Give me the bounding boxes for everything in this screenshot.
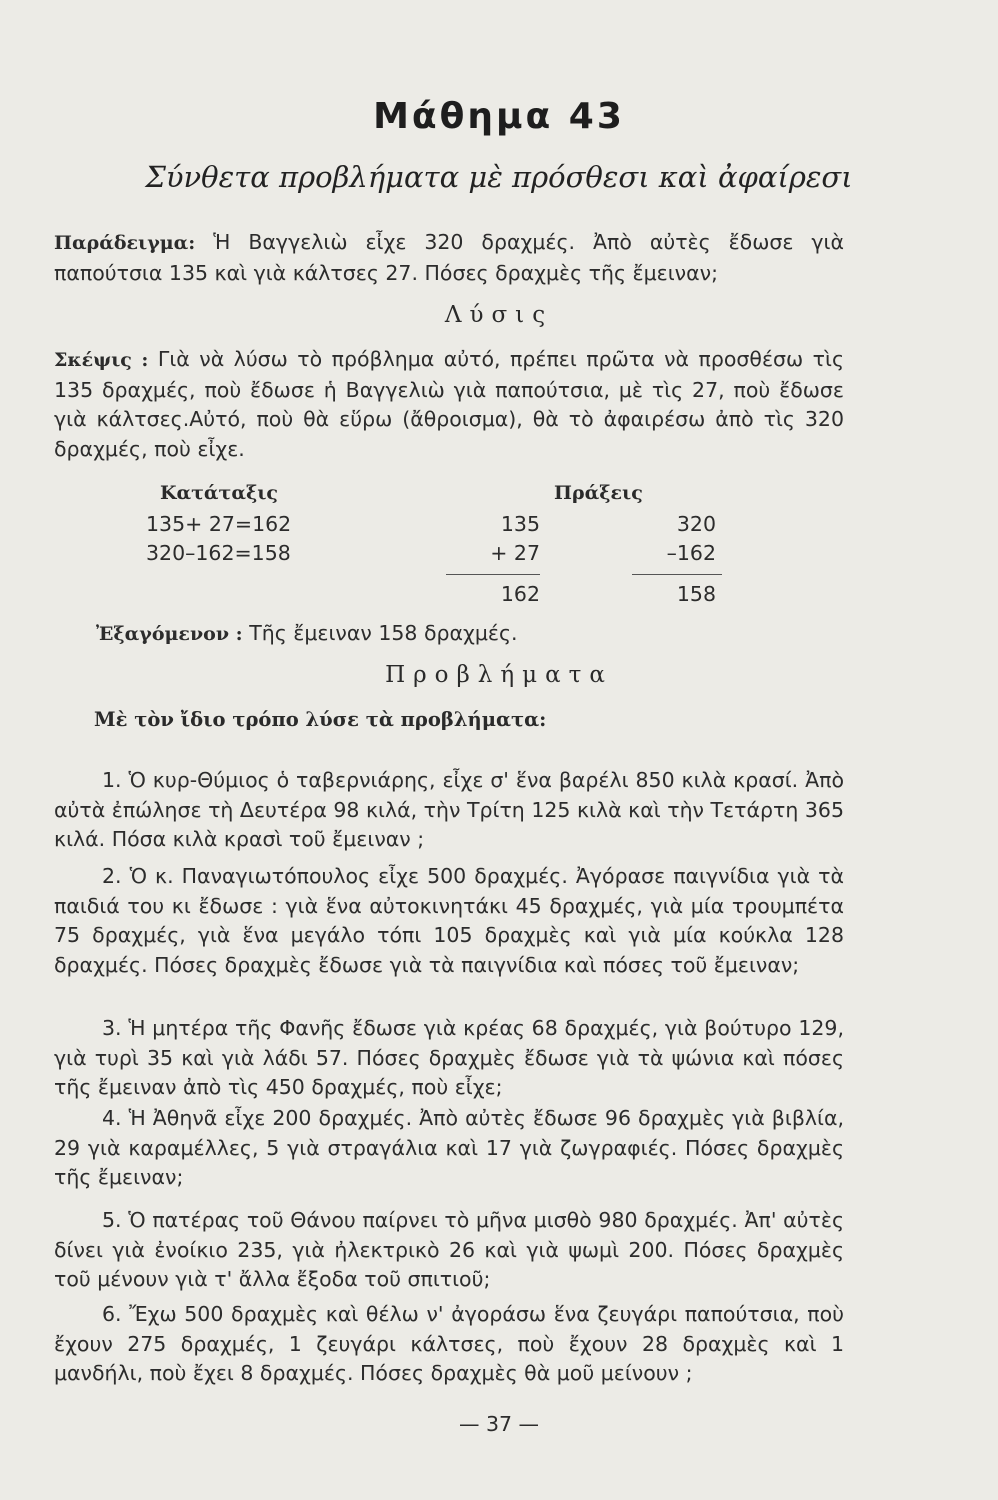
setup-line-2: 320–162=158 xyxy=(146,541,291,565)
subtraction-bottom: –162 xyxy=(666,541,716,565)
result-line xyxy=(96,621,518,645)
problem-2: 2. Ὁ κ. Παναγιωτόπουλος εἶχε 500 δραχμές. Ἀγόρασε παιγνίδια γιὰ τὰ παιδιά του κι ἔδωσε : γιὰ ἕνα αὐτοκινητάκι 45 δραχμές, γιὰ μία τρουμπέτα 75 δραχμές, γιὰ ἕνα μεγάλο τόπι 105 δραχμὲς καὶ γιὰ μία κούκλα 128 δραχμές. Πόσες δραχμὲς ἔδωσε γιὰ τὰ παιγνίδια καὶ πόσες τοῦ ἔμειναν; xyxy=(54,864,844,977)
problem-5: 5. Ὁ πατέρας τοῦ Θάνου παίρνει τὸ μῆνα μισθὸ 980 δραχμές. Ἀπ' αὐτὲς δίνει γιὰ ἐνοίκιο 235, γιὰ ἠλεκτρικὸ 26 καὶ γιὰ ψωμὶ 200. Πόσες δραχμὲς τοῦ μένουν γιὰ τ' ἄλλα ἔξοδα τοῦ σπιτιοῦ; xyxy=(54,1208,844,1291)
subtraction-result: 158 xyxy=(676,582,716,606)
lesson-title: Μάθημα 43 xyxy=(373,96,625,137)
problem-6: 6. Ἔχω 500 δραχμὲς καὶ θέλω ν' ἀγοράσω ἕνα ζευγάρι παπούτσια, ποὺ ἔχουν 275 δραχμές, 1 ζευγάρι κάλτσες, ποὺ ἔχουν 28 δραχμὲς καὶ 1 μανδήλι, ποὺ ἔχει 8 δραχμές. Πόσες δραχμὲς θὰ μοῦ μείνουν ; xyxy=(54,1302,844,1385)
addition-top: 135 xyxy=(500,512,540,536)
thinking-paragraph xyxy=(54,345,844,464)
addition-rule xyxy=(446,574,540,575)
solution-heading: Λύσις xyxy=(444,302,554,328)
setup-heading: Κατάταξις xyxy=(160,482,278,504)
example-paragraph xyxy=(54,228,844,288)
problem-3: 3. Ἡ μητέρα τῆς Φανῆς ἔδωσε γιὰ κρέας 68 δραχμές, γιὰ βούτυρο 129, γιὰ τυρὶ 35 καὶ γιὰ λάδι 57. Πόσες δραχμὲς ἔδωσε γιὰ τὰ ψώνια καὶ πόσες τῆς ἔμειναν ἀπὸ τὶς 450 δραχμές, ποὺ εἶχε; xyxy=(54,1016,844,1099)
setup-line-1: 135+ 27=162 xyxy=(146,512,292,536)
addition-result: 162 xyxy=(500,582,540,606)
result-label: Ἐξαγόμενον : xyxy=(96,623,243,645)
result-text: Τῆς ἔμειναν 158 δραχμές. xyxy=(249,621,518,645)
addition-bottom: + 27 xyxy=(490,541,540,565)
subtraction-rule xyxy=(632,574,722,575)
operations-heading: Πράξεις xyxy=(554,482,643,504)
problem-1: 1. Ὁ κυρ-Θύμιος ὁ ταβερνιάρης, εἶχε σ' ἕνα βαρέλι 850 κιλὰ κρασί. Ἀπὸ αὐτὰ ἐπώλησε τὴ Δευτέρα 98 κιλά, τὴν Τρίτη 125 κιλὰ καὶ τὴν Τετάρτη 365 κιλά. Πόσα κιλὰ κρασὶ τοῦ ἔμειναν ; xyxy=(54,768,844,851)
problem-4: 4. Ἡ Ἀθηνᾶ εἶχε 200 δραχμές. Ἀπὸ αὐτὲς ἔδωσε 96 δραχμὲς γιὰ βιβλία, 29 γιὰ καραμέλλες, 5 γιὰ στραγάλια καὶ 17 γιὰ ζωγραφιές. Πόσες δραχμὲς τῆς ἔμειναν; xyxy=(54,1106,844,1189)
thinking-label: Σκέψις : xyxy=(54,349,149,371)
subtraction-top: 320 xyxy=(676,512,716,536)
problems-instruction: Μὲ τὸν ἴδιο τρόπο λύσε τὰ προβλήματα: xyxy=(94,708,547,731)
page-number: — 37 — xyxy=(458,1412,540,1436)
example-label: Παράδειγμα: xyxy=(54,232,196,254)
problems-heading: Προβλήματα xyxy=(385,662,613,688)
lesson-subtitle: Σύνθετα προβλήματα μὲ πρόσθεσι καὶ ἀφαίρεσι xyxy=(145,160,853,194)
example-text: Ἡ Βαγγελιὼ εἶχε 320 δραχμές. Ἀπὸ αὐτὲς ἔδωσε γιὰ παπούτσια 135 καὶ γιὰ κάλτσες 27. Πόσες δραχμὲς τῆς ἔμειναν; xyxy=(54,230,844,285)
thinking-text: Γιὰ νὰ λύσω τὸ πρόβλημα αὐτό, πρέπει πρῶτα νὰ προσθέσω τὶς 135 δραχμές, ποὺ ἔδωσε ἡ Βαγγελιὼ γιὰ παπούτσια, μὲ τὶς 27, ποὺ ἔδωσε γιὰ κάλτσες.Αὐτό, ποὺ θὰ εὕρω (ἄθροισμα), θὰ τὸ ἀφαιρέσω ἀπὸ τὶς 320 δραχμές, ποὺ εἶχε. xyxy=(54,347,844,461)
